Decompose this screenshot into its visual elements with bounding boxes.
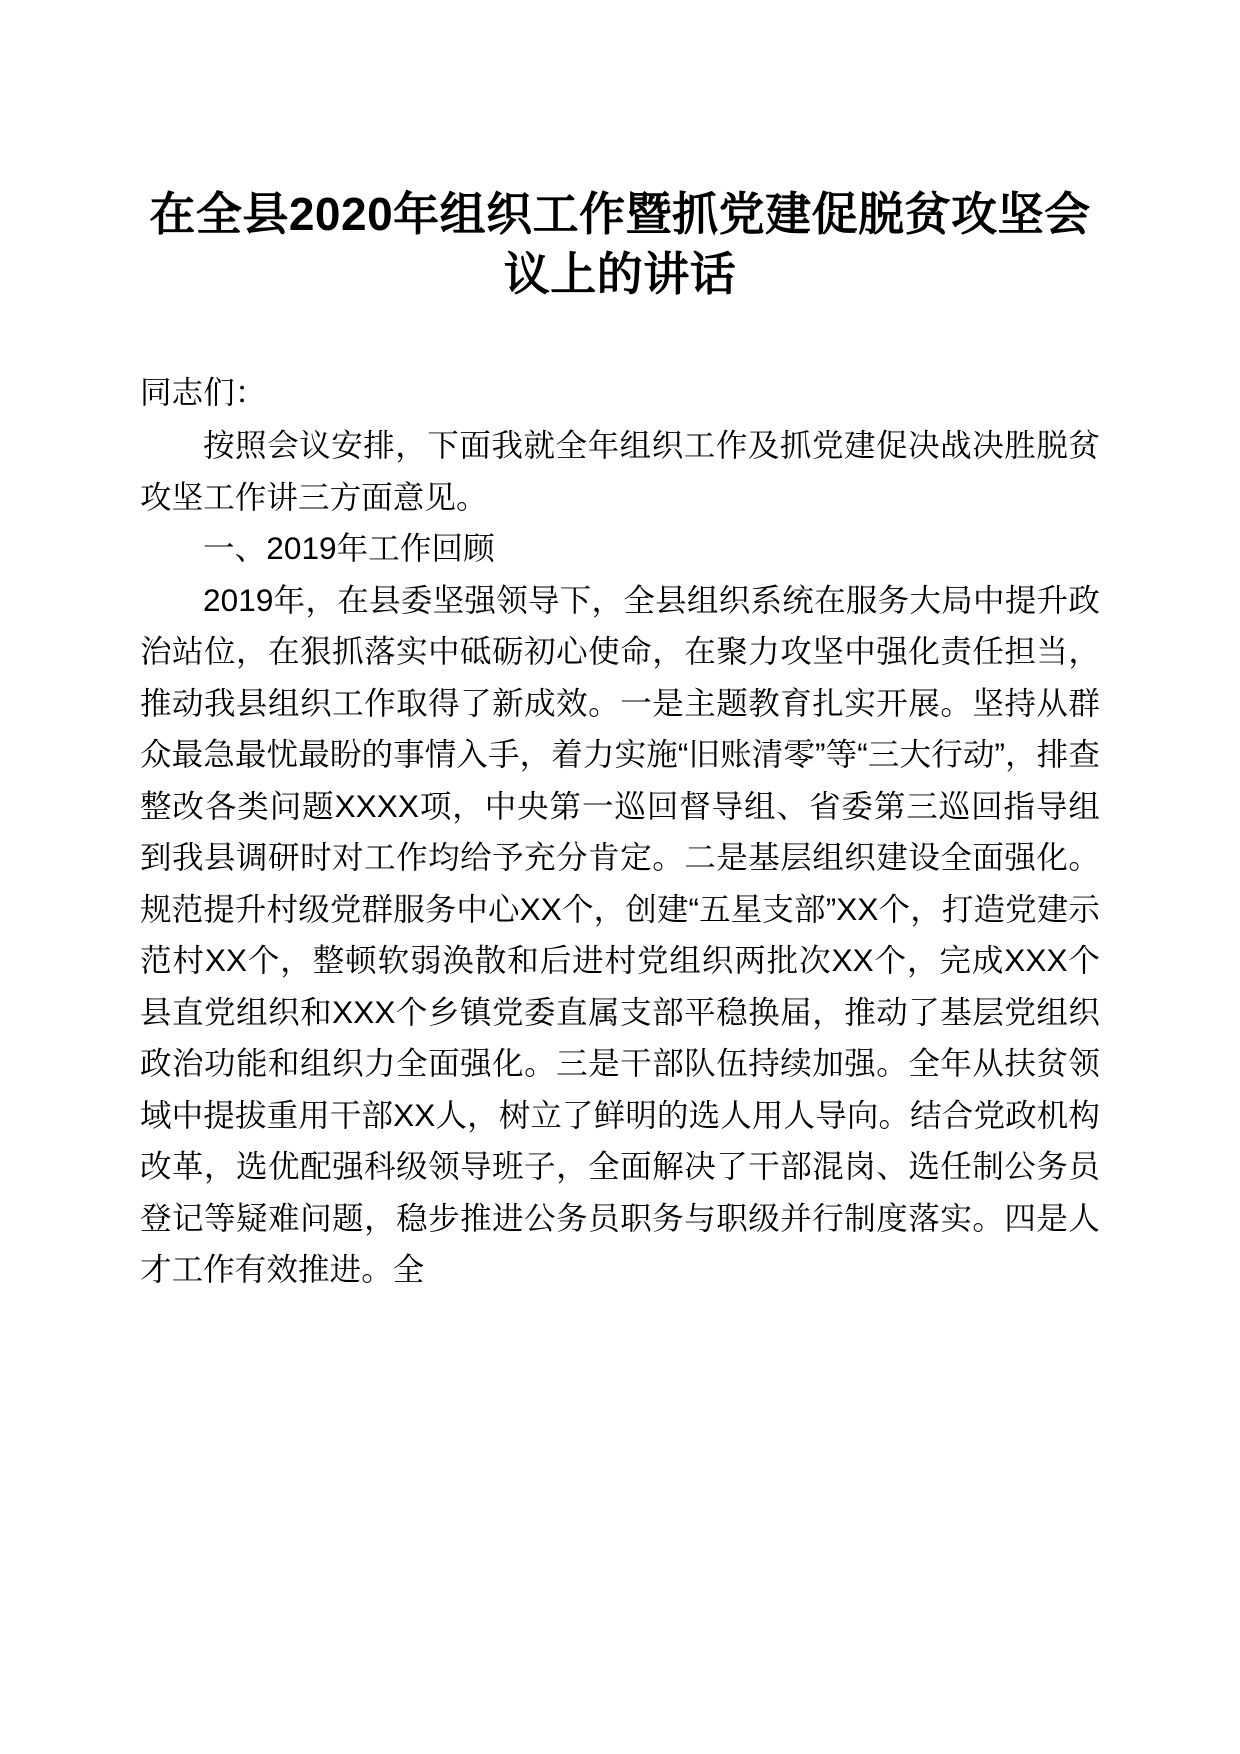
section-heading-one: 一、2019年工作回顾	[203, 530, 495, 567]
intro-paragraph: 按照会议安排，下面我就全年组织工作及抓党建促决战决胜脱贫攻坚工作讲三方面意见。	[140, 427, 1100, 515]
document-title: 在全县2020年组织工作暨抓党建促脱贫攻坚会议上的讲话	[149, 188, 1091, 300]
salutation: 同志们：	[140, 373, 267, 410]
title-spacer	[140, 305, 1100, 367]
main-paragraph: 2019年，在县委坚强领导下，全县组织系统在服务大局中提升政治站位，在狠抓落实中砥砺初心使命，在聚力攻坚中强化责任担当，推动我县组织工作取得了新成效。一是主题教育扎实开展。坚持从群众最急最忧最盼的事情入手，着力实施“旧账清零”等“三大行动”，排查整改各类问题XXXX项，中央第一巡回督导组、省委第三巡回指导组到我县调研时对工作均给予充分肯定。二是基层组织建设全面强化。规范提升村级党群服务中心XX个，创建“五星支部”XX个，打造党建示范村XX个，整顿软弱涣散和后进村党组织两批次XX个，完成XXX个县直党组织和XXX个乡镇党委直属支部平稳换届，推动了基层党组织政治功能和组织力全面强化。三是干部队伍持续加强。全年从扶贫领域中提拔重用干部XX人，树立了鲜明的选人用人导向。结合党政机构改革，选优配强科级领导班子，全面解决了干部混岗、选任制公务员登记等疑难问题，稳步推进公务员职务与职级并行制度落实。四是人才工作有效推进。全	[140, 581, 1100, 1288]
document-body	[140, 367, 1100, 1296]
